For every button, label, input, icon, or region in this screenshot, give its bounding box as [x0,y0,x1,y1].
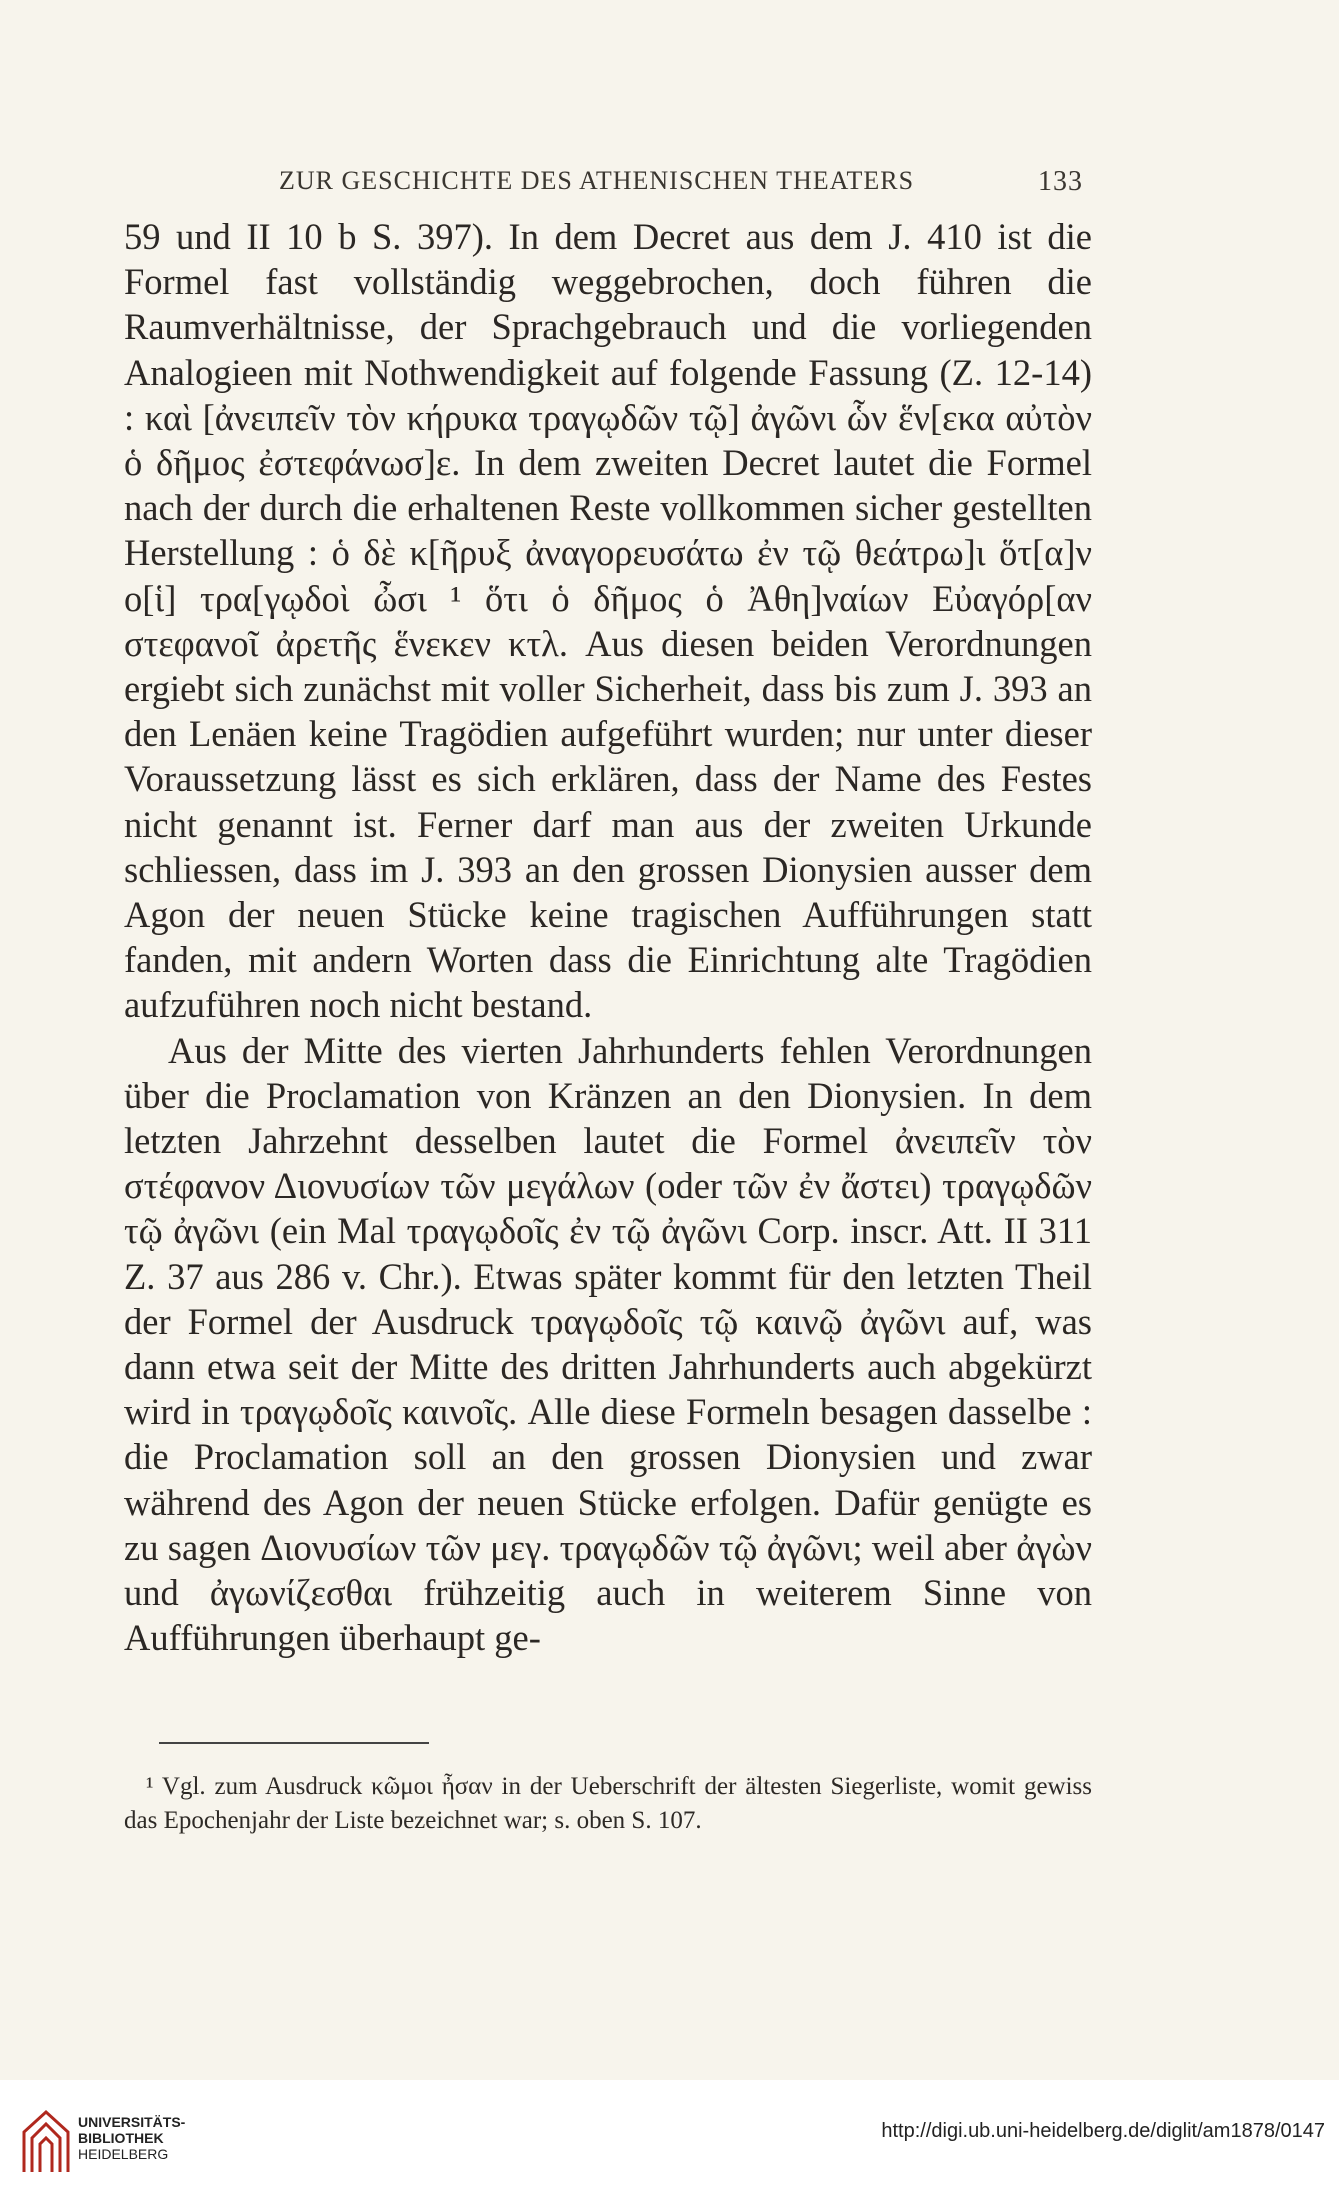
source-url-link[interactable]: http://digi.ub.uni-heidelberg.de/diglit/am1878/0147 [881,2120,1325,2142]
library-name [78,2114,185,2162]
footnotes [124,1770,1092,1838]
page-number: 133 [1038,166,1083,197]
library-logo-icon [16,2102,76,2176]
body-text [124,214,1092,1661]
paragraph-1: 59 und II 10 b S. 397). In dem Decret aus dem J. 410 ist die Formel fast vollständig weggebrochen, doch führen die Raumverhältnisse, der Sprachgebrauch und die vorliegenden Analogieen mit Nothwendigkeit auf folgende Fassung (Z. 12-14) : καὶ [ἀνειπεῖν τὸν κήρυκα τραγῳδῶν τῷ] ἀγῶνι ὧν ἕν[εκα αὐτὸν ὁ δῆμος ἐστεφάνωσ]ε. In dem zweiten Decret lautet die Formel nach der durch die erhaltenen Reste vollkommen sicher gestellten Herstellung : ὁ δὲ κ[ῆρυξ ἀναγορευσάτω ἐν τῷ θεάτρω]ι ὅτ[α]ν ο[ἱ] τρα[γῳδοὶ ὦσι ¹ ὅτι ὁ δῆμος ὁ Ἀθη]ναίων Εὐαγόρ[αν στεφανοῖ ἀρετῆς ἕνεκεν κτλ. Aus diesen beiden Verordnungen ergiebt sich zunächst mit voller Sicherheit, dass bis zum J. 393 an den Lenäen keine Tragödien aufgeführt wurden; nur unter dieser Voraussetzung lässt es sich erklären, dass der Name des Festes nicht genannt ist. Ferner darf man aus der zweiten Urkunde schliessen, dass im J. 393 an den grossen Dionysien ausser dem Agon der neuen Stücke keine tragischen Aufführungen statt fanden, mit andern Worten dass die Einrichtung alte Tragödien aufzuführen noch nicht bestand. [124,216,1092,1026]
paragraph-2: Aus der Mitte des vierten Jahrhunderts fehlen Verordnungen über die Proclamation von Kränzen an den Dionysien. In dem letzten Jahrzehnt desselben lautet die Formel ἀνειπεῖν τὸν στέφανον Διονυσίων τῶν μεγάλων (oder τῶν ἐν ἄστει) τραγῳδῶν τῷ ἀγῶνι (ein Mal τραγῳδοῖς ἐν τῷ ἀγῶνι Corp. inscr. Att. II 311 Z. 37 aus 286 v. Chr.). Etwas später kommt für den letzten Theil der Formel der Ausdruck τραγῳδοῖς τῷ καινῷ ἀγῶνι auf, was dann etwa seit der Mitte des dritten Jahrhunderts auch abgekürzt wird in τραγῳδοῖς καινοῖς. Alle diese Formeln besagen dasselbe : die Proclamation soll an den grossen Dionysien und zwar während des Agon der neuen Stücke erfolgen. Dafür genügte es zu sagen Διονυσίων τῶν μεγ. τραγῳδῶν τῷ ἀγῶνι; weil aber ἀγὼν und ἀγωνίζεσθαι frühzeitig auch in weiterem Sinne von Aufführungen überhaupt ge- [124,1029,1092,1659]
library-name-line-3: HEIDELBERG [78,2146,169,2162]
running-head-title: ZUR GESCHICHTE DES ATHENISCHEN THEATERS [279,166,915,195]
footnote-1: ¹ Vgl. zum Ausdruck κῶμοι ἦσαν in der Ueberschrift der ältesten Siegerliste, womit gewiss das Epochenjahr der Liste bezeichnet war; s. oben S. 107. [124,1773,1092,1834]
footnote-divider [159,1742,429,1744]
digitization-footer [0,2080,1339,2200]
library-name-line-2: BIBLIOTHEK [78,2130,164,2146]
running-head [279,166,1083,206]
library-name-line-1: UNIVERSITÄTS- [78,2114,186,2130]
